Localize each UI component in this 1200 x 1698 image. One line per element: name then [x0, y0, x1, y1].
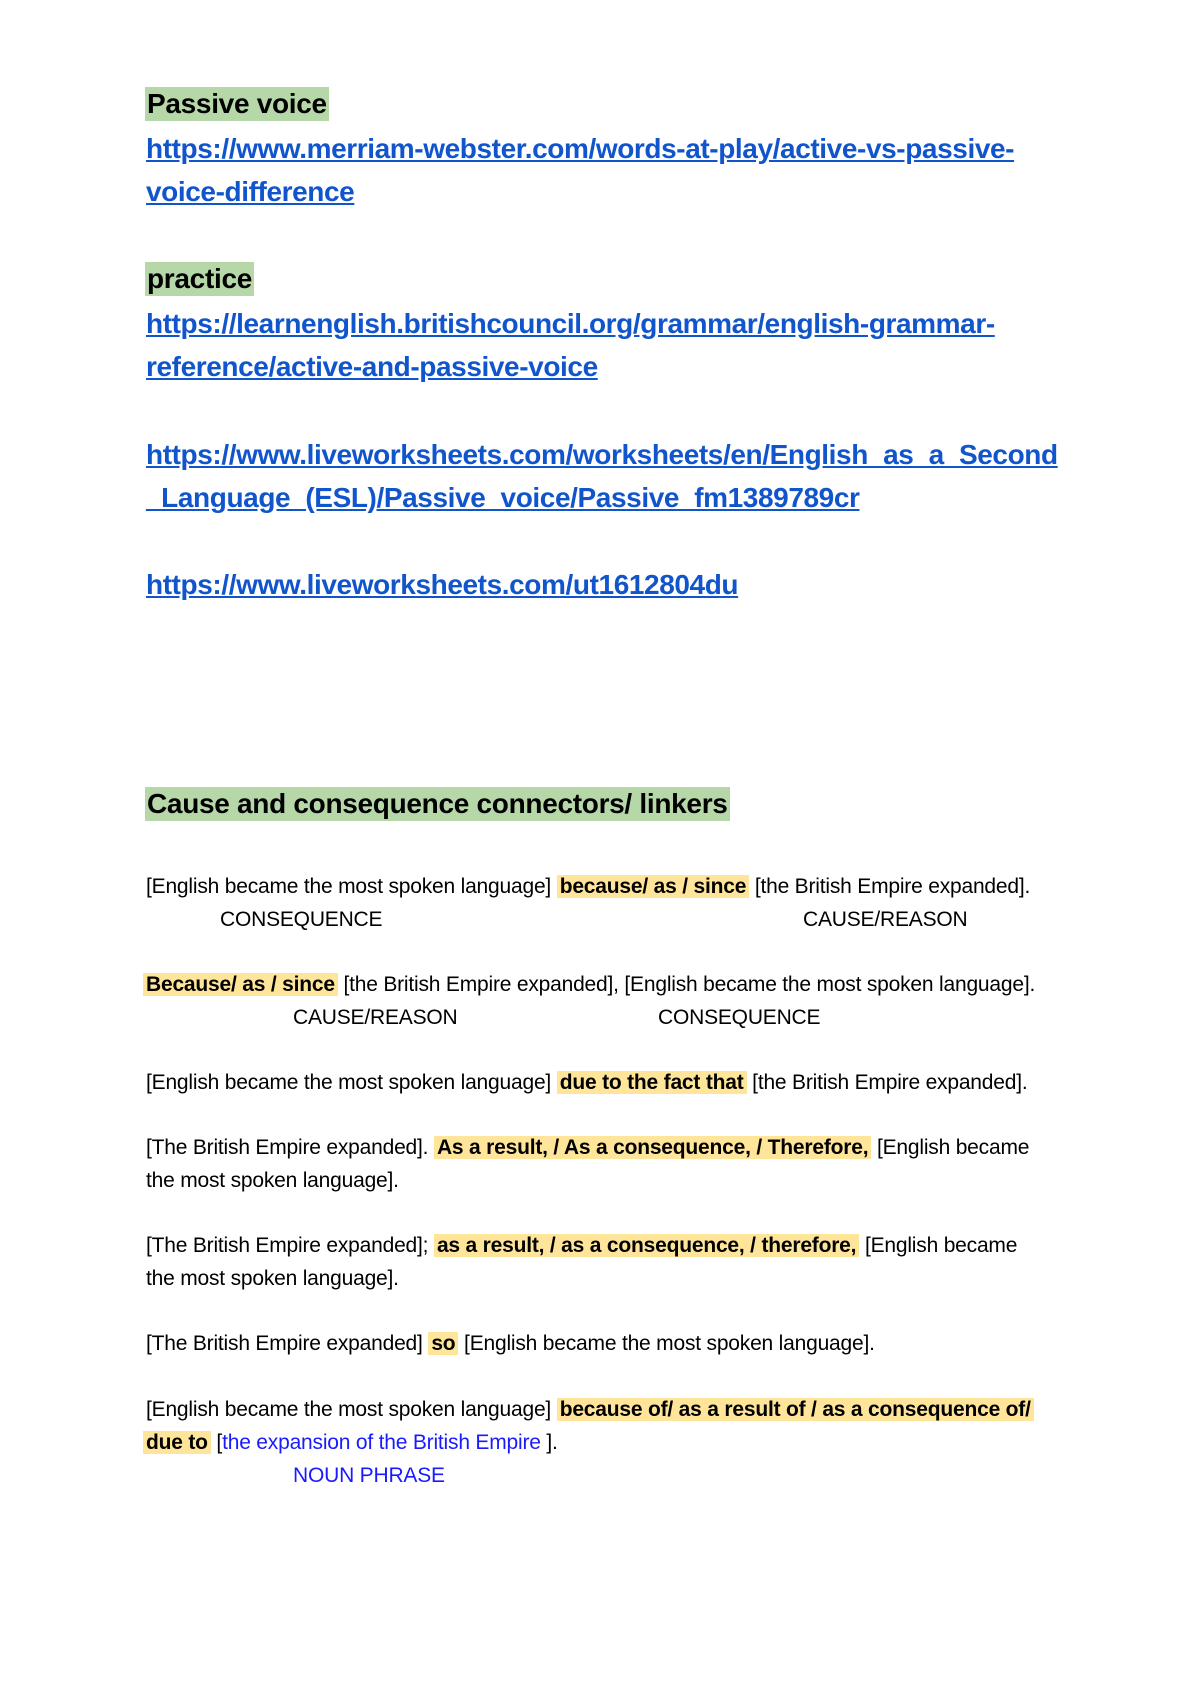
example-7-bracket-open: [: [210, 1431, 223, 1454]
example-5-connector: as a result, / as a consequence, / therefore,: [434, 1234, 859, 1257]
example-3-connector: due to the fact that: [557, 1071, 747, 1094]
example-7-pre: [English became the most spoken language]: [146, 1398, 557, 1421]
example-7-label-noun-phrase: NOUN PHRASE: [293, 1464, 445, 1487]
example-7-noun-phrase: the expansion of the British Empire: [222, 1431, 541, 1454]
example-4-pre: [The British Empire expanded].: [146, 1136, 434, 1159]
link-british-council-line1[interactable]: https://learnenglish.britishcouncil.org/grammar/english-grammar-: [146, 308, 995, 339]
example-5-post: [English became: [859, 1234, 1018, 1257]
example-3-pre: [English became the most spoken language]: [146, 1071, 557, 1094]
link-liveworksheets-line1[interactable]: https://www.liveworksheets.com/worksheets/en/English_as_a_Second: [146, 439, 1058, 470]
example-5-pre: [The British Empire expanded];: [146, 1234, 434, 1257]
example-7-connector: because of/ as a result of / as a consequence of/: [557, 1398, 1034, 1421]
example-2-sentence: [143, 971, 1035, 999]
example-2-label-cause: CAUSE/REASON: [293, 1006, 458, 1029]
example-7-sentence: [146, 1396, 1034, 1424]
example-4-post: [English became: [871, 1136, 1030, 1159]
example-1-sentence: [146, 873, 1030, 901]
example-1-label-consequence: CONSEQUENCE: [220, 908, 383, 931]
example-6-sentence: [146, 1330, 875, 1358]
example-1-connector: because/ as / since: [557, 875, 749, 898]
link-merriam-webster-line2[interactable]: voice-difference: [146, 176, 355, 207]
example-3-sentence: [146, 1069, 1028, 1097]
heading-passive-voice: Passive voice: [147, 88, 327, 119]
example-1-label-cause: CAUSE/REASON: [803, 908, 968, 931]
link-british-council-line2[interactable]: reference/active-and-passive-voice: [146, 351, 598, 382]
example-7-line2: [143, 1429, 558, 1457]
example-6-post: [English became the most spoken language].: [458, 1332, 875, 1355]
example-7-connector-due-to: due to: [143, 1431, 211, 1454]
example-4-line2: the most spoken language].: [146, 1169, 399, 1192]
example-4-connector: As a result, / As a consequence, / Therefore,: [434, 1136, 871, 1159]
example-2-label-consequence: CONSEQUENCE: [658, 1006, 821, 1029]
heading-practice: practice: [147, 263, 252, 294]
example-2-post: [the British Empire expanded], [English became the most spoken language].: [337, 973, 1036, 996]
example-2-connector: Because/ as / since: [143, 973, 338, 996]
example-1-post: [the British Empire expanded].: [749, 875, 1031, 898]
example-5-line2: the most spoken language].: [146, 1267, 399, 1290]
example-7-bracket-close: ].: [540, 1431, 558, 1454]
heading-cause-consequence: Cause and consequence connectors/ linkers: [147, 788, 728, 819]
example-6-pre: [The British Empire expanded]: [146, 1332, 429, 1355]
example-6-connector: so: [428, 1332, 458, 1355]
example-5-sentence: [146, 1232, 1017, 1260]
example-3-post: [the British Empire expanded].: [746, 1071, 1028, 1094]
example-1-pre: [English became the most spoken language]: [146, 875, 557, 898]
link-merriam-webster-line1[interactable]: https://www.merriam-webster.com/words-at-play/active-vs-passive-: [146, 133, 1015, 164]
link-liveworksheets-line2[interactable]: _Language_(ESL)/Passive_voice/Passive_fm1389789cr: [146, 482, 860, 513]
example-4-sentence: [146, 1134, 1029, 1162]
link-liveworksheets-short[interactable]: https://www.liveworksheets.com/ut1612804du: [146, 569, 739, 600]
